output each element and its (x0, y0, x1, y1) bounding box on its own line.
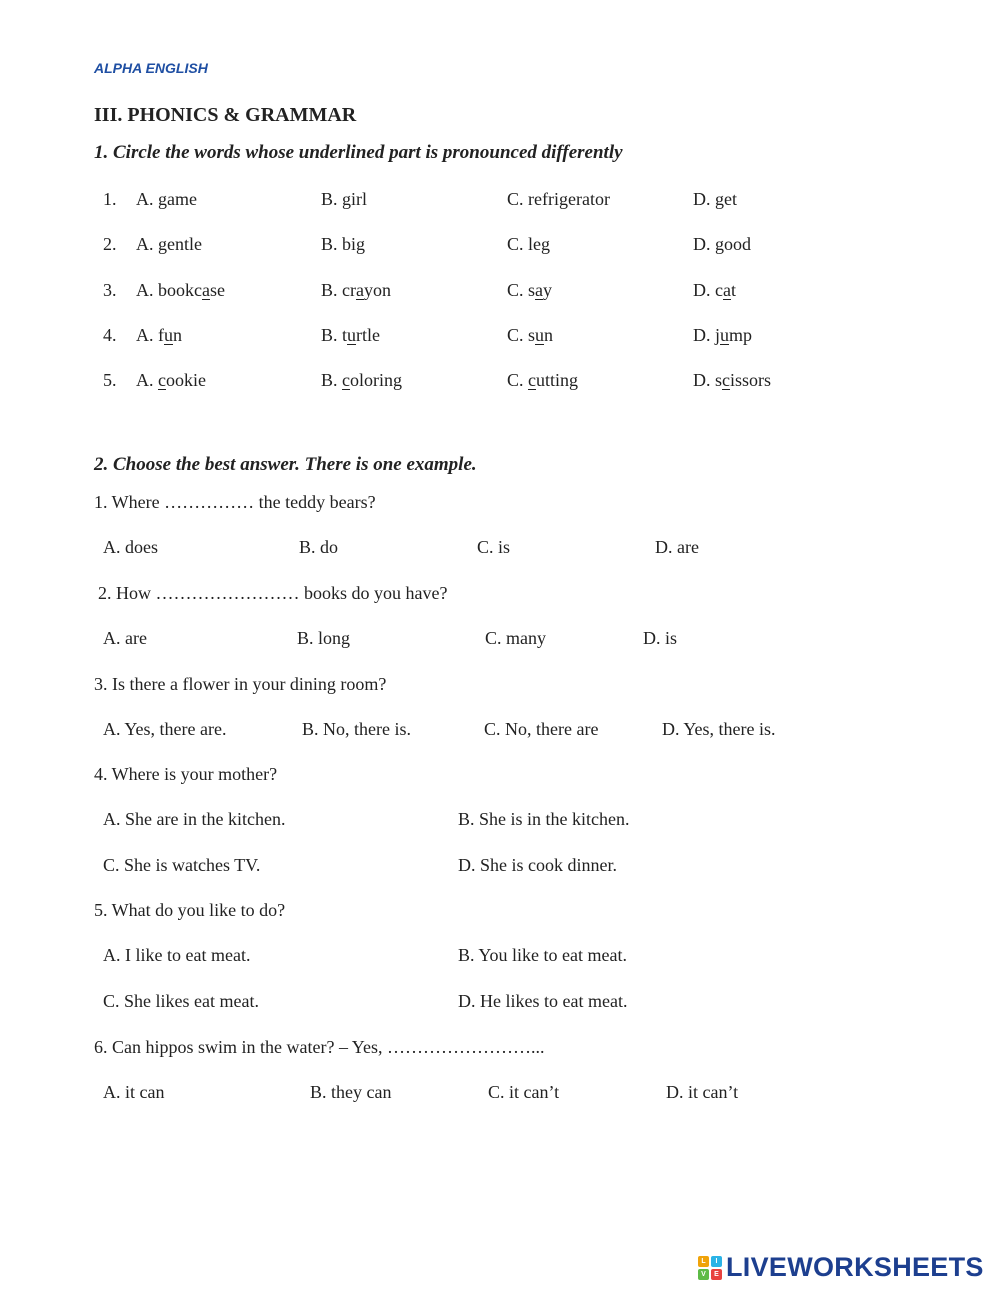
option-text: issors (730, 370, 772, 390)
option-text: B. (321, 234, 343, 254)
option-text: A. (136, 370, 158, 390)
option-text: B. t (321, 325, 348, 345)
task1-option[interactable] (507, 234, 550, 255)
task1-option[interactable] (693, 325, 752, 346)
section-title: III. PHONICS & GRAMMAR (94, 104, 357, 126)
underlined-part: u (164, 325, 173, 345)
q6-option-c[interactable]: C. it can’t (488, 1082, 560, 1102)
q5-option-c[interactable]: C. She likes eat meat. (103, 991, 259, 1011)
option-text: get (715, 189, 737, 209)
task1-option[interactable] (136, 370, 206, 391)
task1-option[interactable] (321, 325, 380, 346)
question-5: 5. What do you like to do? (94, 900, 286, 920)
task1-option[interactable] (693, 370, 771, 391)
task1-title: 1. Circle the words whose underlined part is pronounced differently (94, 142, 623, 163)
task1-item-number: 2. (103, 234, 117, 254)
underlined-part: u (720, 325, 729, 345)
option-text: B. (321, 370, 343, 390)
task1-option[interactable] (507, 325, 553, 346)
option-text: C. (507, 189, 529, 209)
option-text: C. s (507, 325, 536, 345)
task1-item-number: 4. (103, 325, 117, 345)
option-text: refrigerator (528, 189, 610, 209)
question-3: 3. Is there a flower in your dining room? (94, 674, 387, 694)
q4-option-a[interactable]: A. She are in the kitchen. (103, 809, 286, 829)
q1-option-d[interactable]: D. are (655, 537, 699, 557)
option-text: D. (693, 189, 715, 209)
underlined-part: a (723, 280, 731, 300)
option-text: D. j (693, 325, 720, 345)
q3-option-c[interactable]: C. No, there are (484, 719, 599, 739)
q1-option-b[interactable]: B. do (299, 537, 339, 557)
task1-option[interactable] (136, 325, 182, 346)
q4-option-b[interactable]: B. She is in the kitchen. (458, 809, 630, 829)
option-text: se (210, 280, 225, 300)
underlined-part: c (528, 370, 537, 390)
q6-option-b[interactable]: B. they can (310, 1082, 392, 1102)
header-label: ALPHA ENGLISH (94, 60, 208, 76)
task1-option[interactable] (136, 280, 225, 301)
q3-option-d[interactable]: D. Yes, there is. (662, 719, 776, 739)
option-text: C. (507, 234, 529, 254)
option-text: big (342, 234, 366, 254)
option-text: n (544, 325, 554, 345)
option-text: D. s (693, 370, 723, 390)
option-text: A. (136, 234, 158, 254)
option-text: mp (729, 325, 753, 345)
liveworksheets-logo-icon (698, 1256, 722, 1280)
q3-option-b[interactable]: B. No, there is. (302, 719, 411, 739)
q1-option-c[interactable]: C. is (477, 537, 511, 557)
task1-option[interactable] (507, 189, 610, 210)
option-text: rtle (356, 325, 381, 345)
task1-item-number: 3. (103, 280, 117, 300)
q2-option-a[interactable]: A. are (103, 628, 147, 648)
task1-option[interactable] (693, 189, 737, 210)
q4-option-c[interactable]: C. She is watches TV. (103, 855, 261, 875)
option-text: A. (136, 189, 158, 209)
task1-option[interactable] (507, 280, 552, 301)
option-text: A. bookc (136, 280, 202, 300)
option-text: game (158, 189, 197, 209)
question-2: 2. How …………………… books do you have? (98, 583, 448, 603)
underlined-part: c (342, 370, 351, 390)
task1-item-number: 1. (103, 189, 117, 209)
task1-option[interactable] (321, 370, 402, 391)
underlined-part: u (347, 325, 357, 345)
q5-option-b[interactable]: B. You like to eat meat. (458, 945, 627, 965)
q6-option-a[interactable]: A. it can (103, 1082, 165, 1102)
question-4: 4. Where is your mother? (94, 764, 278, 784)
option-text: B. (321, 189, 343, 209)
underlined-part: c (722, 370, 731, 390)
option-text: gentle (158, 234, 202, 254)
underlined-part: u (535, 325, 545, 345)
option-text: utting (536, 370, 579, 390)
option-text: girl (342, 189, 368, 209)
task1-item-number: 5. (103, 370, 117, 390)
task1-option[interactable] (136, 189, 197, 210)
underlined-part: a (202, 280, 210, 300)
option-text: C. s (507, 280, 536, 300)
task1-option[interactable] (321, 189, 367, 210)
option-text: D. c (693, 280, 723, 300)
underlined-part: c (158, 370, 166, 390)
task1-option[interactable] (507, 370, 578, 391)
q3-option-a[interactable]: A. Yes, there are. (103, 719, 227, 739)
option-text: C. (507, 370, 529, 390)
question-1: 1. Where …………… the teddy bears? (94, 492, 376, 512)
q6-option-d[interactable]: D. it can’t (666, 1082, 739, 1102)
liveworksheets-logo (698, 1252, 984, 1283)
logo-letter: E (711, 1269, 722, 1280)
option-text: t (731, 280, 737, 300)
logo-text: LIVEWORKSHEETS (726, 1252, 984, 1282)
option-text: y (543, 280, 553, 300)
logo-letter: I (711, 1256, 722, 1267)
task1-option[interactable] (693, 234, 751, 255)
task1-option[interactable] (321, 234, 365, 255)
underlined-part: a (356, 280, 364, 300)
q2-option-c[interactable]: C. many (485, 628, 546, 648)
task1-option[interactable] (136, 234, 202, 255)
logo-letter: L (698, 1256, 709, 1267)
option-text: A. f (136, 325, 164, 345)
option-text: good (715, 234, 751, 254)
q5-option-d[interactable]: D. He likes to eat meat. (458, 991, 628, 1011)
option-text: ookie (166, 370, 206, 390)
option-text: yon (364, 280, 391, 300)
q2-option-d[interactable]: D. is (643, 628, 678, 648)
q2-option-b[interactable]: B. long (297, 628, 351, 648)
underlined-part: a (535, 280, 544, 300)
option-text: oloring (350, 370, 403, 390)
option-text: n (173, 325, 182, 345)
question-6: 6. Can hippos swim in the water? – Yes, ……………………... (94, 1037, 545, 1057)
q4-option-d[interactable]: D. She is cook dinner. (458, 855, 617, 875)
q5-option-a[interactable]: A. I like to eat meat. (103, 945, 251, 965)
task1-option[interactable] (693, 280, 736, 301)
logo-letter: V (698, 1269, 709, 1280)
option-text: B. cr (321, 280, 356, 300)
task1-option[interactable] (321, 280, 391, 301)
option-text: D. (693, 234, 715, 254)
q1-option-a[interactable]: A. does (103, 537, 158, 557)
option-text: leg (528, 234, 551, 254)
task2-title: 2. Choose the best answer. There is one example. (94, 454, 477, 475)
